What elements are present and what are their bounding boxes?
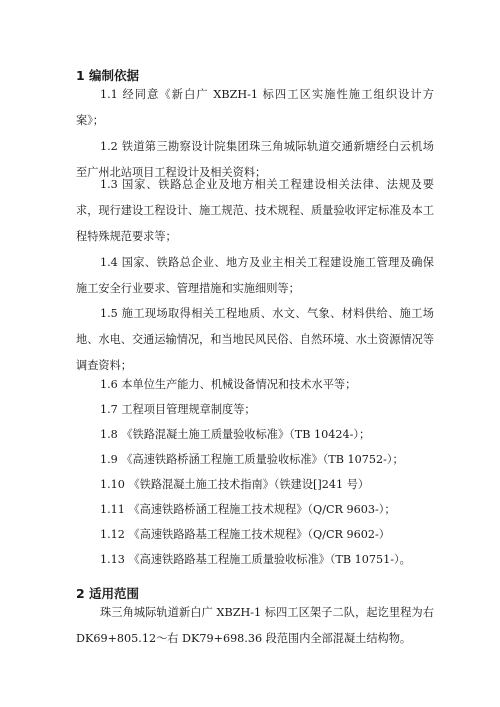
item-1-13: 1.13 《高速铁路路基工程施工质量验收标准》（TB 10751-）。 <box>100 553 411 566</box>
item-1-3: 1.3 国家、铁路总企业及地方相关工程建设相关法律、法规及要求，现行建设工程设计、施工规范、技术规程、质量验收评定标准及本工程特殊规范要求等； <box>76 178 435 243</box>
item-1-7: 1.7 工程项目管理规章制度等； <box>100 403 256 416</box>
item-1-11: 1.11 《高速铁路桥涵工程施工技术规程》（Q/CR 9603-）； <box>100 503 396 516</box>
section-2-heading: 2 适用范围 <box>76 586 140 601</box>
item-1-9: 1.9 《高速铁路桥涵工程施工质量验收标准》（TB 10752-）； <box>100 453 404 466</box>
item-1-6: 1.6 本单位生产能力、机械设备情况和技术水平等； <box>100 378 357 391</box>
item-1-8: 1.8 《铁路混凝土施工质量验收标准》（TB 10424-）； <box>100 428 371 441</box>
item-1-1: 1.1 经同意《新白广 XBZH-1 标四工区实施性施工组织设计方案》； <box>76 88 434 127</box>
section-2-body: 珠三角城际轨道新白广 XBZH-1 标四工区架子二队，起讫里程为右 DK69+805.12～右 DK79+698.36 段范围内全部混凝土结构物。 <box>76 606 434 645</box>
item-1-12: 1.12 《高速铁路路基工程施工技术规程》（Q/CR 9602-） <box>100 528 390 541</box>
item-1-5: 1.5 施工现场取得相关工程地质、水文、气象、材料供给、施工场地、水电、交通运输情况，和当地民风民俗、自然环境、水土资源情况等调查资料； <box>76 307 435 372</box>
item-1-10: 1.10 《铁路混凝土施工技术指南》（铁建设[]241 号） <box>100 478 370 491</box>
section-1-heading: 1 编制依据 <box>76 68 140 83</box>
item-1-4: 1.4 国家、铁路总企业、地方及业主相关工程建设施工管理及确保施工安全行业要求、管理措施和实施细则等； <box>76 256 434 295</box>
item-1-2: 1.2 铁道第三勘察设计院集团珠三角城际轨道交通新塘经白云机场至广州北站项目工程设计及相关资料； <box>76 140 434 179</box>
